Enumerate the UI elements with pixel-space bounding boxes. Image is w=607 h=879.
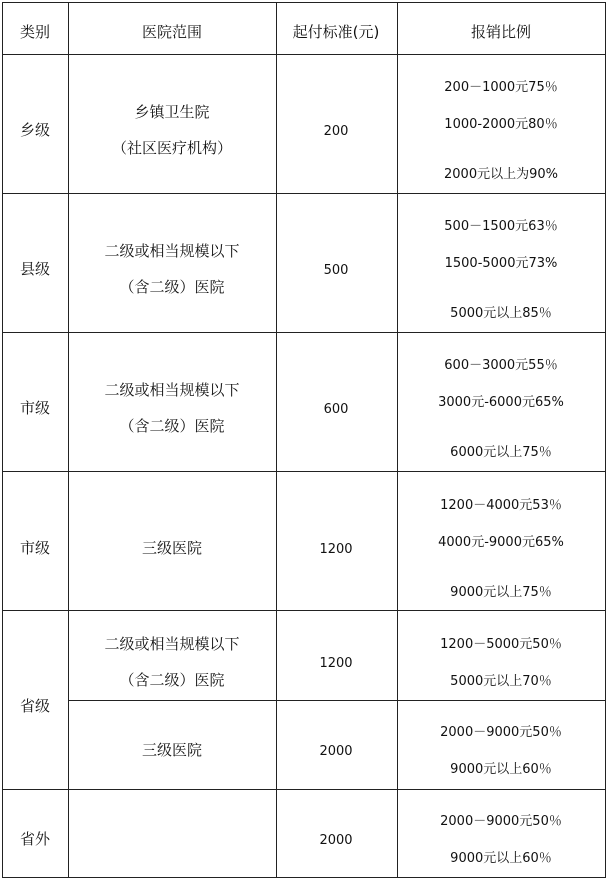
row-rate: 2000元以上为90% <box>444 167 558 182</box>
row-scope-line: （含二级）医院 <box>119 417 225 435</box>
row-scope-line: 二级或相当规模以下 <box>104 635 240 653</box>
row-rate: 1000-2000元80％ <box>444 117 558 132</box>
row-threshold: 200 <box>323 124 349 139</box>
row-rate: 9000元以上60％ <box>450 762 552 777</box>
row-rate: 4000元-9000元65% <box>438 535 564 550</box>
row-rate: 9000元以上75％ <box>450 585 552 600</box>
row-threshold: 500 <box>323 263 349 278</box>
row-scope-line: 三级医院 <box>141 539 203 557</box>
row-rate: 5000元以上85％ <box>450 306 552 321</box>
row-rate: 2000－9000元50％ <box>440 725 562 740</box>
row-rate: 2000－9000元50％ <box>440 814 562 829</box>
row-rate: 6000元以上75％ <box>450 445 552 460</box>
row-scope-line: （含二级）医院 <box>119 671 225 689</box>
row-rate: 500－1500元63％ <box>444 219 558 234</box>
row-threshold: 2000 <box>319 833 353 848</box>
row-threshold: 1200 <box>319 542 353 557</box>
row-rate: 9000元以上60％ <box>450 851 552 866</box>
row-rate: 3000元-6000元65% <box>438 395 564 410</box>
header-category: 类别 <box>19 23 51 41</box>
row-scope-line: 二级或相当规模以下 <box>104 381 240 399</box>
header-rate: 报销比例 <box>470 23 532 41</box>
header-scope: 医院范围 <box>141 23 203 41</box>
row-category: 县级 <box>19 260 51 278</box>
header-threshold: 起付标准(元) <box>292 23 380 41</box>
row-scope-line: 乡镇卫生院 <box>134 103 210 121</box>
row-rate: 1500-5000元73% <box>444 256 558 271</box>
row-category: 省外 <box>19 830 51 848</box>
row-threshold: 1200 <box>319 656 353 671</box>
row-rate: 600－3000元55％ <box>444 358 558 373</box>
row-category: 市级 <box>19 539 51 557</box>
row-category: 乡级 <box>19 121 51 139</box>
row-rate: 1200－4000元53％ <box>440 498 562 513</box>
row-rate: 1200－5000元50％ <box>440 637 562 652</box>
row-rate: 5000元以上70％ <box>450 674 552 689</box>
row-threshold: 600 <box>323 402 349 417</box>
row-category: 省级 <box>19 697 51 715</box>
row-category: 市级 <box>19 399 51 417</box>
row-scope-line: （含二级）医院 <box>119 278 225 296</box>
row-threshold: 2000 <box>319 744 353 759</box>
row-scope-line: 三级医院 <box>141 741 203 759</box>
row-rate: 200－1000元75％ <box>444 80 558 95</box>
row-scope-line: （社区医疗机构） <box>111 139 233 157</box>
row-scope-line: 二级或相当规模以下 <box>104 242 240 260</box>
